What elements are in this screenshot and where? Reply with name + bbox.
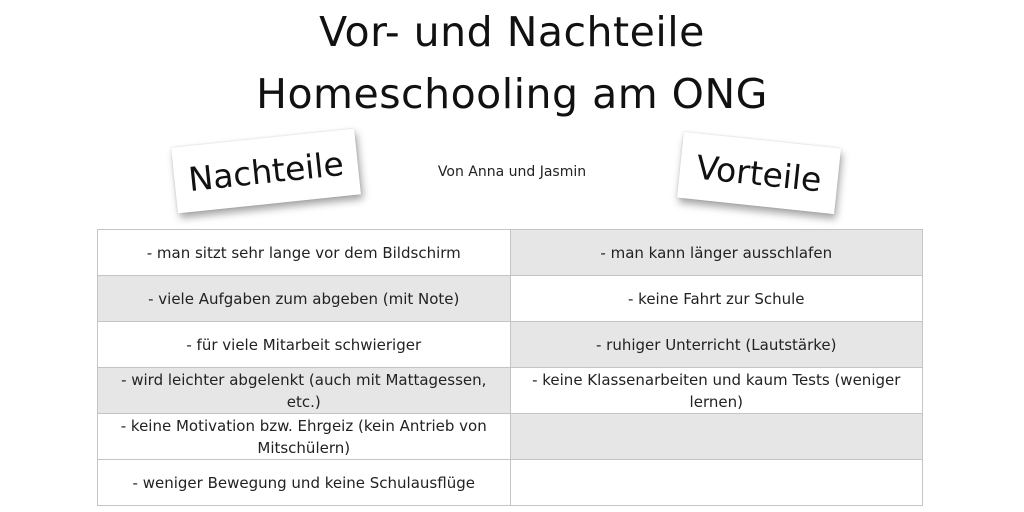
table-row [98,414,923,460]
nachteile-label: Nachteile [186,143,346,199]
nachteil-cell: - weniger Bewegung und keine Schulausflüge [98,460,511,506]
vorteil-cell [510,414,923,460]
vorteil-cell: - ruhiger Unterricht (Lautstärke) [510,322,923,368]
vorteil-cell: - man kann länger ausschlafen [510,230,923,276]
nachteil-cell: - keine Motivation bzw. Ehrgeiz (kein Antrieb von Mitschülern) [98,414,511,460]
author-byline: Von Anna und Jasmin [437,164,587,180]
vorteile-label: Vorteile [694,147,824,199]
nachteil-cell: - wird leichter abgelenkt (auch mit Mattagessen, etc.) [98,368,511,414]
nachteil-cell: - man sitzt sehr lange vor dem Bildschirm [98,230,511,276]
table-row [98,460,923,506]
page-title-line-1: Vor- und Nachteile [319,8,705,56]
nachteil-cell: - viele Aufgaben zum abgeben (mit Note) [98,276,511,322]
page-title-line-2: Homeschooling am ONG [256,70,768,118]
table-row [98,322,923,368]
table-row [98,276,923,322]
comparison-table [97,229,923,506]
vorteil-cell [510,460,923,506]
nachteile-label-card [171,129,361,214]
table-row [98,368,923,414]
vorteil-cell: - keine Fahrt zur Schule [510,276,923,322]
vorteil-cell: - keine Klassenarbeiten und kaum Tests (weniger lernen) [510,368,923,414]
table-row [98,230,923,276]
vorteile-label-card [677,132,841,214]
nachteil-cell: - für viele Mitarbeit schwieriger [98,322,511,368]
